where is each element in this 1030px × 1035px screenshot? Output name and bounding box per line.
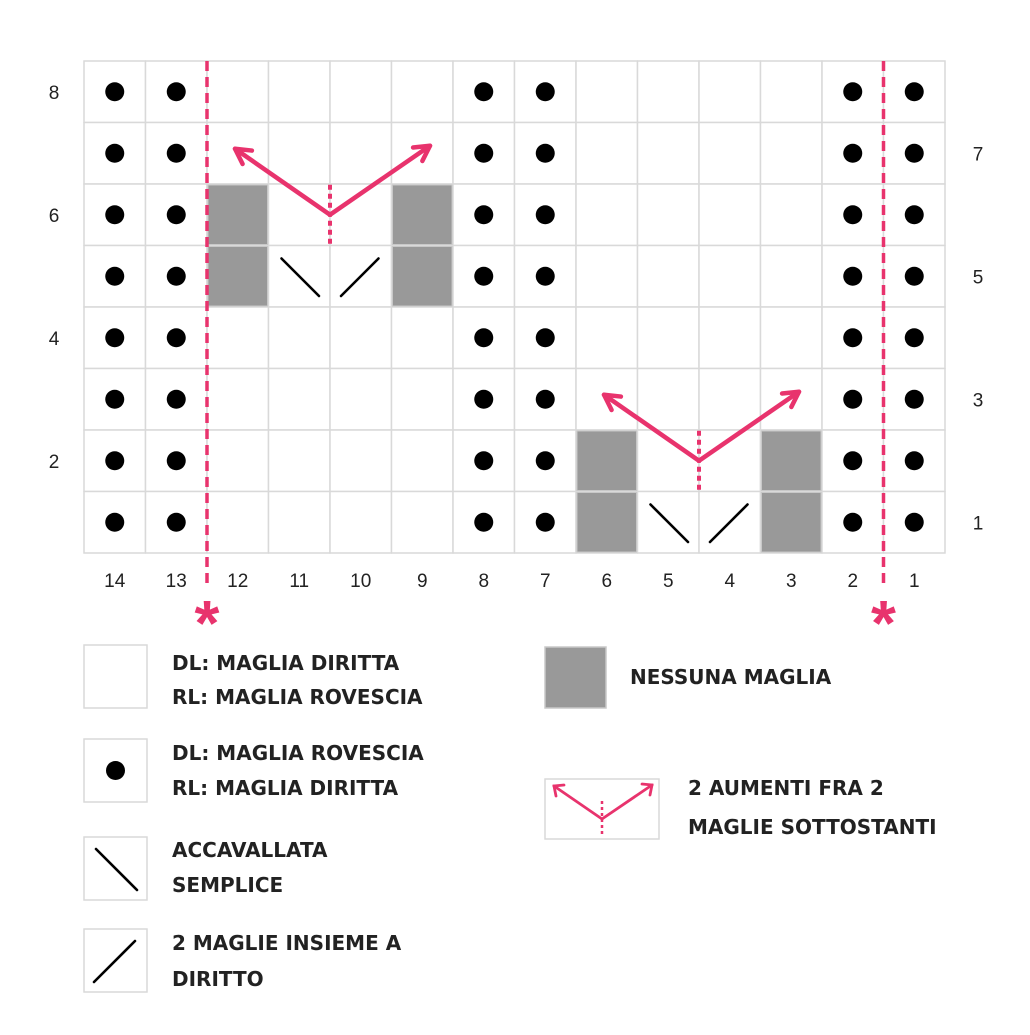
grid-cell bbox=[269, 307, 331, 369]
purl-dot bbox=[843, 267, 862, 286]
no-stitch-cell bbox=[577, 431, 637, 491]
grid-cell bbox=[269, 61, 331, 123]
legend-label-line: 2 MAGLIE INSIEME A bbox=[172, 931, 402, 955]
grid-cell bbox=[330, 369, 392, 431]
purl-dot bbox=[536, 144, 555, 163]
grid-cell bbox=[576, 246, 638, 308]
no-stitch-cell bbox=[393, 185, 453, 245]
purl-dot bbox=[536, 205, 555, 224]
grid-cell bbox=[638, 369, 700, 431]
purl-dot bbox=[905, 451, 924, 470]
purl-dot bbox=[474, 267, 493, 286]
grid-cell bbox=[392, 492, 454, 554]
legend-symbol-box bbox=[545, 647, 606, 708]
grid-cell bbox=[576, 61, 638, 123]
column-label: 8 bbox=[478, 571, 490, 592]
legend-label-line: NESSUNA MAGLIA bbox=[630, 665, 832, 689]
legend-label-line: RL: MAGLIA ROVESCIA bbox=[172, 685, 423, 709]
purl-dot bbox=[167, 451, 186, 470]
legend-item-knit bbox=[84, 645, 423, 709]
no-stitch-cell bbox=[208, 247, 268, 307]
purl-dot bbox=[474, 451, 493, 470]
column-label: 9 bbox=[416, 571, 428, 592]
purl-dot bbox=[167, 205, 186, 224]
column-label: 7 bbox=[539, 571, 551, 592]
purl-dot bbox=[474, 513, 493, 532]
grid-cell bbox=[269, 369, 331, 431]
purl-dot bbox=[474, 144, 493, 163]
purl-dot bbox=[474, 390, 493, 409]
legend-symbol-box bbox=[84, 645, 147, 708]
purl-dot bbox=[474, 328, 493, 347]
column-label: 11 bbox=[289, 571, 310, 592]
grid-cell bbox=[761, 123, 823, 185]
row-label-left: 4 bbox=[48, 328, 60, 350]
legend-purl-dot bbox=[106, 761, 125, 780]
purl-dot bbox=[843, 144, 862, 163]
purl-dot bbox=[905, 144, 924, 163]
purl-dot bbox=[167, 390, 186, 409]
grid-cell bbox=[761, 61, 823, 123]
column-label: 3 bbox=[785, 571, 797, 592]
grid-cell bbox=[761, 246, 823, 308]
row-label-left: 6 bbox=[48, 205, 60, 227]
purl-dot bbox=[905, 513, 924, 532]
purl-dot bbox=[843, 390, 862, 409]
row-label-left: 8 bbox=[48, 82, 60, 104]
grid-cell bbox=[699, 61, 761, 123]
legend-label-line: DL: MAGLIA ROVESCIA bbox=[172, 741, 424, 765]
grid-cell bbox=[330, 123, 392, 185]
purl-dot bbox=[167, 328, 186, 347]
grid-cell bbox=[761, 184, 823, 246]
purl-dot bbox=[167, 82, 186, 101]
grid-cell bbox=[699, 307, 761, 369]
grid-cell bbox=[638, 184, 700, 246]
legend-item-ssk bbox=[84, 837, 328, 900]
column-label: 10 bbox=[350, 571, 372, 592]
grid-cell bbox=[392, 369, 454, 431]
no-stitch-cell bbox=[393, 247, 453, 307]
column-label: 4 bbox=[724, 571, 736, 592]
purl-dot bbox=[167, 144, 186, 163]
purl-dot bbox=[105, 144, 124, 163]
grid-cell bbox=[638, 246, 700, 308]
grid-cell bbox=[638, 307, 700, 369]
column-label: 13 bbox=[165, 571, 187, 592]
purl-dot bbox=[905, 390, 924, 409]
grid-cell bbox=[269, 430, 331, 492]
grid-cell bbox=[699, 184, 761, 246]
grid-cell bbox=[207, 307, 269, 369]
row-label-right: 1 bbox=[972, 513, 984, 535]
grid-cell bbox=[330, 61, 392, 123]
purl-dot bbox=[843, 451, 862, 470]
column-label: 12 bbox=[227, 571, 249, 592]
grid-cell bbox=[207, 61, 269, 123]
purl-dot bbox=[536, 513, 555, 532]
column-label: 1 bbox=[908, 571, 920, 592]
column-label: 6 bbox=[601, 571, 613, 592]
grid-cell bbox=[638, 123, 700, 185]
repeat-asterisk: * bbox=[194, 587, 220, 659]
purl-dot bbox=[843, 82, 862, 101]
purl-dot bbox=[536, 82, 555, 101]
legend-item-k2tog bbox=[84, 929, 402, 992]
legend-item-no-stitch bbox=[545, 647, 832, 708]
purl-dot bbox=[536, 451, 555, 470]
purl-dot bbox=[105, 513, 124, 532]
purl-dot bbox=[905, 82, 924, 101]
legend-label-line: MAGLIE SOTTOSTANTI bbox=[688, 815, 937, 839]
grid-cell bbox=[638, 61, 700, 123]
purl-dot bbox=[474, 82, 493, 101]
purl-dot bbox=[905, 267, 924, 286]
legend-label-line: ACCAVALLATA bbox=[172, 838, 328, 862]
column-label: 14 bbox=[104, 571, 126, 592]
grid-cell bbox=[269, 123, 331, 185]
purl-dot bbox=[105, 267, 124, 286]
purl-dot bbox=[536, 390, 555, 409]
no-stitch-cell bbox=[762, 493, 822, 553]
purl-dot bbox=[167, 267, 186, 286]
grid-cell bbox=[207, 430, 269, 492]
grid-cell bbox=[699, 246, 761, 308]
grid-cell bbox=[207, 492, 269, 554]
purl-dot bbox=[843, 513, 862, 532]
legend-label-line: DL: MAGLIA DIRITTA bbox=[172, 651, 400, 675]
grid-cell bbox=[392, 307, 454, 369]
grid-cell bbox=[699, 123, 761, 185]
column-label: 2 bbox=[847, 571, 859, 592]
no-stitch-cell bbox=[577, 493, 637, 553]
grid-cell bbox=[330, 307, 392, 369]
no-stitch-cell bbox=[208, 185, 268, 245]
legend-item-purl bbox=[84, 739, 424, 802]
purl-dot bbox=[105, 328, 124, 347]
row-label-right: 3 bbox=[972, 390, 984, 412]
row-label-left: 2 bbox=[48, 451, 60, 473]
legend-label-line: RL: MAGLIA DIRITTA bbox=[172, 776, 399, 800]
grid-cell bbox=[392, 61, 454, 123]
purl-dot bbox=[843, 328, 862, 347]
row-label-right: 7 bbox=[972, 144, 984, 166]
legend-label-line: DIRITTO bbox=[172, 967, 264, 991]
row-label-right: 5 bbox=[972, 267, 984, 289]
legend-label-line: SEMPLICE bbox=[172, 873, 284, 897]
grid-cell bbox=[207, 369, 269, 431]
grid-cell bbox=[699, 369, 761, 431]
purl-dot bbox=[536, 328, 555, 347]
grid-cell bbox=[576, 307, 638, 369]
purl-dot bbox=[105, 205, 124, 224]
purl-dot bbox=[105, 451, 124, 470]
grid-cell bbox=[392, 430, 454, 492]
purl-dot bbox=[536, 267, 555, 286]
purl-dot bbox=[474, 205, 493, 224]
grid-cell bbox=[576, 184, 638, 246]
column-label: 5 bbox=[662, 571, 674, 592]
purl-dot bbox=[843, 205, 862, 224]
purl-dot bbox=[105, 390, 124, 409]
legend-item-increase bbox=[545, 776, 937, 839]
legend bbox=[84, 645, 937, 992]
legend-label-line: 2 AUMENTI FRA 2 bbox=[688, 776, 884, 800]
repeat-asterisk: * bbox=[871, 587, 896, 659]
purl-dot bbox=[167, 513, 186, 532]
purl-dot bbox=[105, 82, 124, 101]
grid-cell bbox=[761, 307, 823, 369]
grid-cell bbox=[330, 492, 392, 554]
grid-cell bbox=[576, 123, 638, 185]
no-stitch-cell bbox=[762, 431, 822, 491]
grid-cell bbox=[269, 492, 331, 554]
grid-cell bbox=[330, 430, 392, 492]
purl-dot bbox=[905, 205, 924, 224]
purl-dot bbox=[905, 328, 924, 347]
